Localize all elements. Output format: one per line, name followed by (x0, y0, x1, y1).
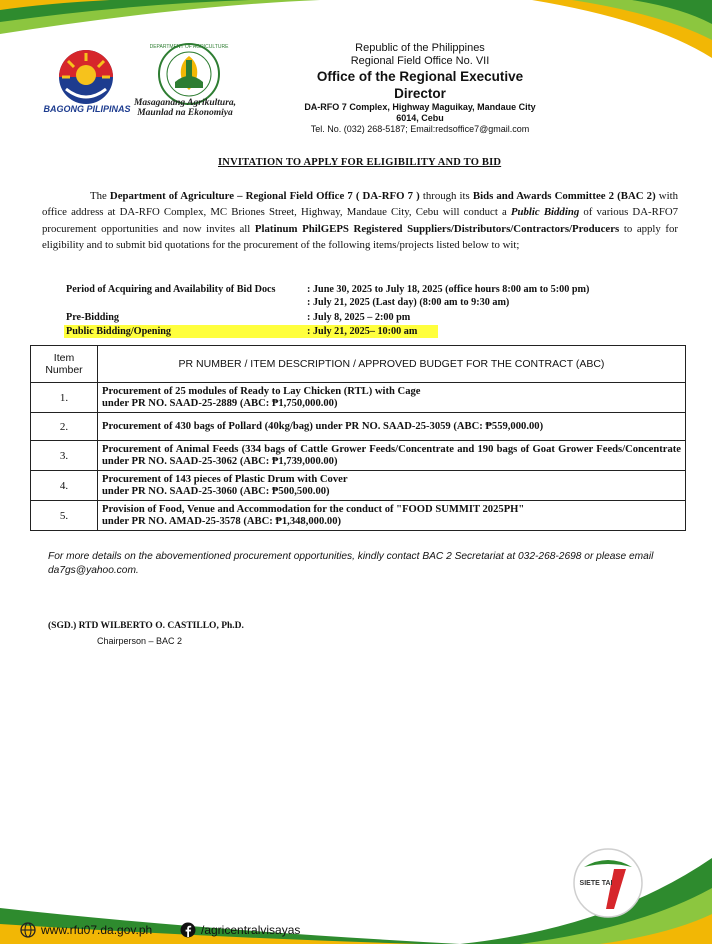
contact-footnote: For more details on the abovementioned procurement opportunities, kindly contact BAC 2 Secretariat at 032-268-2698 or please email da7gs@yahoo.com. (48, 551, 654, 576)
row-description: Procurement of 143 pieces of Plastic Drum with Cover under PR NO. SAAD-25-3060 (ABC: ₱500,500.00) (98, 471, 686, 501)
top-right-swoosh (532, 0, 712, 60)
col-description: PR NUMBER / ITEM DESCRIPTION / APPROVED BUDGET FOR THE CONTRACT (ABC) (98, 346, 686, 383)
da-ring-text: DEPARTMENT OF AGRICULTURE (149, 44, 229, 50)
row-number: 5. (31, 501, 98, 531)
siete-tai-text: SIETE TAI (579, 880, 613, 887)
schedule-value-last-day: : July 21, 2025 (Last day) (8:00 am to 9:30 am) (307, 297, 510, 308)
schedule-label-bid-docs: Period of Acquiring and Availability of Bid Docs (66, 284, 276, 295)
table-row (31, 383, 686, 413)
schedule-value-public-bidding: : July 21, 2025– 10:00 am (307, 326, 418, 337)
intro-p1: The (90, 190, 110, 202)
table-row (31, 501, 686, 531)
intro-p2: Department of Agriculture – Regional Field Office 7 ( DA-RFO 7 ) (109, 190, 420, 202)
intro-p6: Public Bidding (510, 206, 580, 219)
letterhead-republic: Republic of the Philippines (355, 42, 485, 54)
bagong-pilipinas-text: BAGONG PILIPINAS (43, 104, 131, 114)
intro-p8: Platinum PhilGEPS Registered Suppliers/Distributors/Contractors/Producers (254, 222, 620, 235)
letterhead-address: DA-RFO 7 Complex, Highway Maguikay, Mandaue City 6014, Cebu (304, 102, 536, 123)
row-description: Provision of Food, Venue and Accommodation for the conduct of "FOOD SUMMIT 2025PH" under PR NO. AMAD-25-3578 (ABC: ₱1,348,000.00) (98, 501, 686, 531)
row-description: Procurement of 430 bags of Pollard (40kg/bag) under PR NO. SAAD-25-3059 (ABC: ₱559,000.00) (98, 413, 686, 441)
facebook-link[interactable]: /agricentralvisayas (201, 923, 301, 937)
table-header-row (31, 346, 686, 383)
schedule-label-public-bidding: Public Bidding/Opening (66, 326, 172, 337)
intro-p3: through its (419, 190, 473, 202)
da-tagline-1: Masaganang Agrikultura, (133, 98, 237, 108)
letterhead-region: Regional Field Office No. VII (350, 55, 490, 67)
intro-p4: Bids and Awards Committee 2 (BAC 2) (472, 190, 656, 202)
facebook-icon (180, 922, 196, 938)
table-row (31, 441, 686, 471)
row-description: Procurement of 25 modules of Ready to Lay Chicken (RTL) with Cage under PR NO. SAAD-25-2889 (ABC: ₱1,750,000.00) (98, 383, 686, 413)
col-item-number: Item Number (31, 346, 98, 383)
schedule-value-bid-docs: : June 30, 2025 to July 18, 2025 (office hours 8:00 am to 5:00 pm) (307, 284, 590, 295)
globe-icon (20, 922, 36, 938)
row-number: 1. (31, 383, 98, 413)
da-tagline (130, 98, 240, 118)
schedule-value-pre-bidding: : July 8, 2025 – 2:00 pm (307, 312, 411, 323)
website-link[interactable]: www.rfu07.da.gov.ph (41, 923, 153, 937)
letterhead-contact: Tel. No. (032) 268-5187; Email:redsoffice7@gmail.com (310, 124, 530, 134)
da-tagline-2: Maunlad na Ekonomiya (137, 108, 233, 118)
letterhead-office: Office of the Regional Executive Director (316, 69, 524, 101)
top-left-swoosh (0, 0, 360, 40)
table-row (31, 471, 686, 501)
intro-p9: to apply for eligibility and to submit bid quotations for the procurement of the following items/projects listed below to wit; (42, 222, 679, 252)
table-row (31, 413, 686, 441)
siete-tai-logo (570, 845, 646, 921)
row-number: 4. (31, 471, 98, 501)
intro-p5: with office address at DA-RFO Complex, MC Briones Street, Highway, Mandaue City, Cebu will conduct a (42, 190, 678, 219)
intro-p7: of various DA-RFO7 procurement opportunities and now invites all (42, 206, 679, 235)
row-description: Procurement of Animal Feeds (334 bags of Cattle Grower Feeds/Concentrate and 190 bags of Goat Grower Feeds/Concentrate under PR NO. SAAD-25-3062 (ABC: ₱1,739,000.00) (98, 441, 686, 471)
signatory-title: Chairperson – BAC 2 (97, 636, 183, 646)
procurement-table (30, 345, 686, 531)
document-title: INVITATION TO APPLY FOR ELIGIBILITY AND TO BID (218, 157, 502, 168)
letterhead (300, 42, 540, 135)
footer-website[interactable] (20, 922, 152, 938)
signatory-name: (SGD.) RTD WILBERTO O. CASTILLO, Ph.D. (48, 621, 244, 631)
schedule-label-pre-bidding: Pre-Bidding (66, 312, 120, 323)
footer-facebook[interactable] (180, 922, 300, 938)
intro-paragraph (42, 188, 678, 254)
row-number: 2. (31, 413, 98, 441)
row-number: 3. (31, 441, 98, 471)
